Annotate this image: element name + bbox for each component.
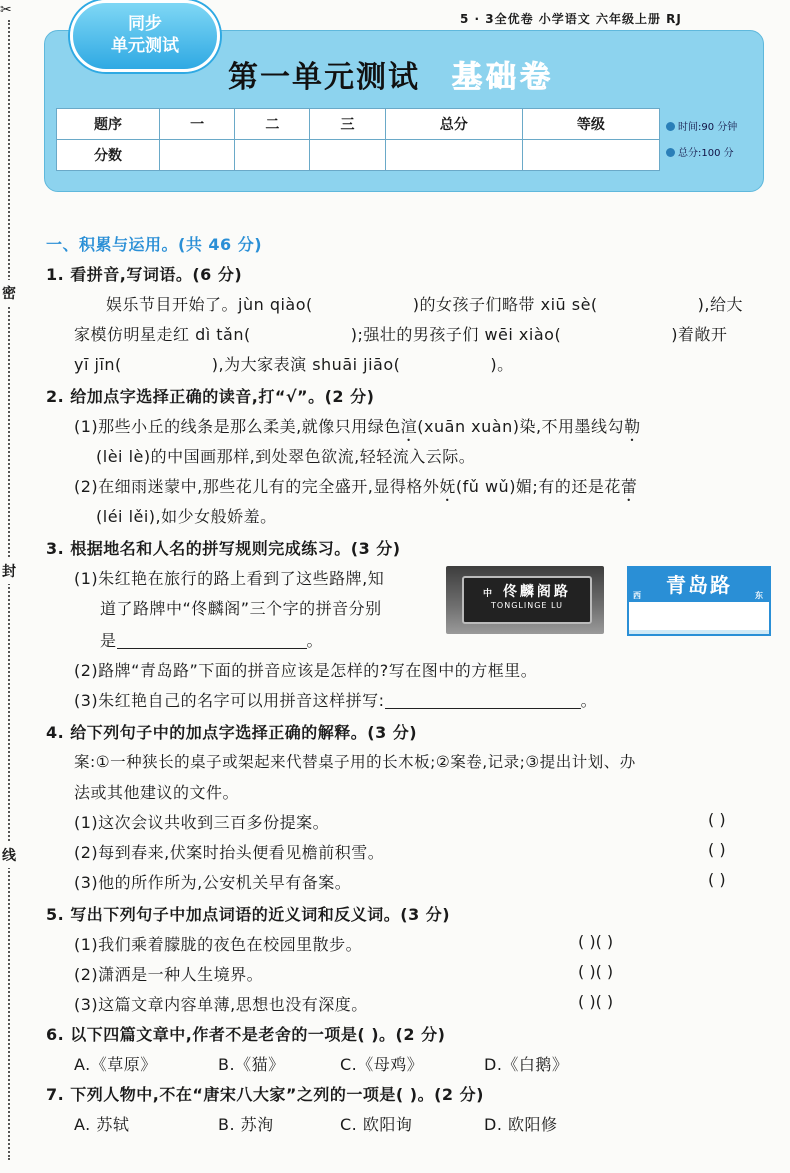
score-table-score-row <box>57 140 660 171</box>
score-table-header-row <box>57 109 660 140</box>
qingdao-sign-name: 青岛路 <box>666 573 732 597</box>
total-text: 总分:100 分 <box>678 148 734 159</box>
answer-paren-pair[interactable]: ( )( ) <box>578 962 614 981</box>
header-cell: 等级 <box>522 109 659 140</box>
q3-text: 是 <box>100 631 117 650</box>
q4-sentence-1: (1)这次会议共收到三百多份提案。 <box>74 813 330 832</box>
q2-s1-line2[interactable]: (lèi lè)的中国画那样,到处翠色欲流,轻轻流入云际。 <box>96 447 476 466</box>
q6-option-d[interactable]: D.《白鹅》 <box>484 1055 569 1074</box>
q3-text: (3)朱红艳自己的名字可以用拼音这样拼写: <box>74 691 385 710</box>
time-limit <box>666 118 737 133</box>
road-sign-plate <box>462 576 592 624</box>
pinyin-answer-line[interactable] <box>117 632 307 649</box>
question-7-title: 7. 下列人物中,不在“唐宋八大家”之列的一项是( )。(2 分) <box>46 1085 484 1104</box>
qingdao-road-sign <box>627 566 771 636</box>
q1-text: )的女孩子们略带 xiū sè( <box>412 295 598 314</box>
header-cell: 二 <box>235 109 310 140</box>
page-subtitle: 基础卷 <box>452 60 554 95</box>
q7-option-d[interactable]: D. 欧阳修 <box>484 1115 558 1134</box>
margin-char-xian: 线 <box>2 842 16 868</box>
q3-text: 。 <box>580 691 598 710</box>
east-label: 东 <box>755 591 765 600</box>
q2-text: (2)在细雨迷蒙中,那些花儿有的完全盛开,显得格外 <box>74 477 440 496</box>
answer-paren[interactable]: ( ) <box>708 840 726 859</box>
road-sign-prefix: 中 <box>483 589 496 599</box>
score-cell[interactable] <box>160 140 235 171</box>
dotted-char: 渲 <box>400 417 418 436</box>
question-4-title: 4. 给下列句子中的加点字选择正确的解释。(3 分) <box>46 723 418 742</box>
pinyin-answer-box[interactable] <box>629 602 769 630</box>
q6-option-a[interactable]: A.《草原》 <box>74 1055 157 1074</box>
q5-sentence-1: (1)我们乘着朦胧的夜色在校园里散步。 <box>74 935 363 954</box>
q3-s3 <box>74 688 597 711</box>
header-cell: 题序 <box>57 109 160 140</box>
score-row-label: 分数 <box>57 140 160 171</box>
road-sign-name: 佟麟阁路 <box>502 584 571 600</box>
scissors-icon: ✂ <box>0 2 12 18</box>
score-table <box>56 108 660 171</box>
dotted-char: 蕾 <box>620 477 638 496</box>
score-cell[interactable] <box>235 140 310 171</box>
q4-sentence-3: (3)他的所作所为,公安机关早有备案。 <box>74 873 352 892</box>
margin-char-mi: 密 <box>2 280 16 306</box>
q4-definition-line2: 法或其他建议的文件。 <box>74 783 240 802</box>
q3-text: 。 <box>306 631 324 650</box>
q2-pinyin-choice[interactable]: (xuān xuàn)染,不用墨线勾 <box>417 417 625 436</box>
total-score <box>666 144 734 159</box>
unit-test-badge <box>70 0 220 72</box>
q4-sentence-2: (2)每到春来,伏案时抬头便看见檐前积雪。 <box>74 843 385 862</box>
q2-s2-line1 <box>74 474 637 505</box>
q1-text: ),为大家表演 shuāi jiāo( <box>211 355 401 374</box>
answer-paren[interactable]: ( ) <box>708 870 726 889</box>
margin-char-feng: 封 <box>2 558 16 584</box>
page-title: 第一单元测试 <box>228 60 420 95</box>
q5-sentence-3: (3)这篇文章内容单薄,思想也没有深度。 <box>74 995 368 1014</box>
q3-s2: (2)路牌“青岛路”下面的拼音应该是怎样的?写在图中的方框里。 <box>74 661 538 680</box>
q3-s1-line3 <box>100 628 323 651</box>
dotted-char: 勒 <box>624 417 641 436</box>
road-sign-photo <box>446 566 604 634</box>
clock-icon <box>666 122 675 131</box>
q1-line2 <box>74 322 727 345</box>
q1-text: ),给大 <box>697 295 744 314</box>
score-cell[interactable] <box>310 140 385 171</box>
q2-text: (1)那些小丘的线条是那么柔美,就像只用绿色 <box>74 417 401 436</box>
answer-paren-pair[interactable]: ( )( ) <box>578 992 614 1011</box>
q1-text: )。 <box>490 355 514 374</box>
question-1-title: 1. 看拼音,写词语。(6 分) <box>46 265 243 284</box>
q2-s1-line1 <box>74 414 641 445</box>
west-label: 西 <box>633 591 643 600</box>
header-cell: 一 <box>160 109 235 140</box>
q7-option-c[interactable]: C. 欧阳询 <box>340 1115 413 1134</box>
q5-sentence-2: (2)潇洒是一种人生境界。 <box>74 965 264 984</box>
book-series-line: 5 · 3全优卷 小学语文 六年级上册 RJ <box>460 12 682 26</box>
q1-text: );强壮的男孩子们 wēi xiào( <box>350 325 562 344</box>
q6-option-b[interactable]: B.《猫》 <box>218 1055 285 1074</box>
q2-s2-line2[interactable]: (léi lěi),如少女般娇羞。 <box>96 507 277 526</box>
badge-line1: 同步 <box>128 14 162 34</box>
question-6-title: 6. 以下四篇文章中,作者不是老舍的一项是( )。(2 分) <box>46 1025 446 1044</box>
q1-line3 <box>74 352 514 375</box>
name-answer-line[interactable] <box>385 692 581 709</box>
dotted-char: 妩 <box>439 477 456 496</box>
q6-option-c[interactable]: C.《母鸡》 <box>340 1055 424 1074</box>
q2-pinyin-choice[interactable]: (fǔ wǔ)媚;有的还是花 <box>455 477 621 496</box>
answer-paren[interactable]: ( ) <box>708 810 726 829</box>
q3-s1-line1: (1)朱红艳在旅行的路上看到了这些路牌,知 <box>74 569 385 588</box>
question-3-title: 3. 根据地名和人名的拼写规则完成练习。(3 分) <box>46 539 401 558</box>
badge-line2: 单元测试 <box>111 36 179 56</box>
q1-text: )着敞开 <box>671 325 728 344</box>
q4-definition-line1: 案:①一种狭长的桌子或架起来代替桌子用的长木板;②案卷,记录;③提出计划、办 <box>74 753 636 771</box>
qingdao-sign-top <box>629 568 769 602</box>
binding-dotted-line <box>8 20 10 1160</box>
time-text: 时间:90 分钟 <box>678 122 738 133</box>
score-cell[interactable] <box>522 140 659 171</box>
answer-paren-pair[interactable]: ( )( ) <box>578 932 614 951</box>
q1-text: 家模仿明星走红 dì tǎn( <box>74 325 251 344</box>
road-sign-chinese <box>464 581 590 601</box>
road-sign-pinyin: TONGLINGE LU <box>491 601 563 610</box>
score-icon <box>666 148 675 157</box>
q1-line1 <box>106 292 743 315</box>
question-2-title: 2. 给加点字选择正确的读音,打“√”。(2 分) <box>46 387 375 406</box>
header-cell: 总分 <box>385 109 522 140</box>
q7-option-b[interactable]: B. 苏洵 <box>218 1115 274 1134</box>
q1-text: 娱乐节目开始了。jùn qiào( <box>106 295 313 314</box>
question-5-title: 5. 写出下列句子中加点词语的近义词和反义词。(3 分) <box>46 905 451 924</box>
q1-text: yī jīn( <box>74 355 122 374</box>
header-cell: 三 <box>310 109 385 140</box>
q3-s1-line2: 道了路牌中“佟麟阁”三个字的拼音分别 <box>100 599 382 618</box>
section-title: 一、积累与运用。(共 46 分) <box>46 235 263 254</box>
q7-option-a[interactable]: A. 苏轼 <box>74 1115 130 1134</box>
score-cell[interactable] <box>385 140 522 171</box>
